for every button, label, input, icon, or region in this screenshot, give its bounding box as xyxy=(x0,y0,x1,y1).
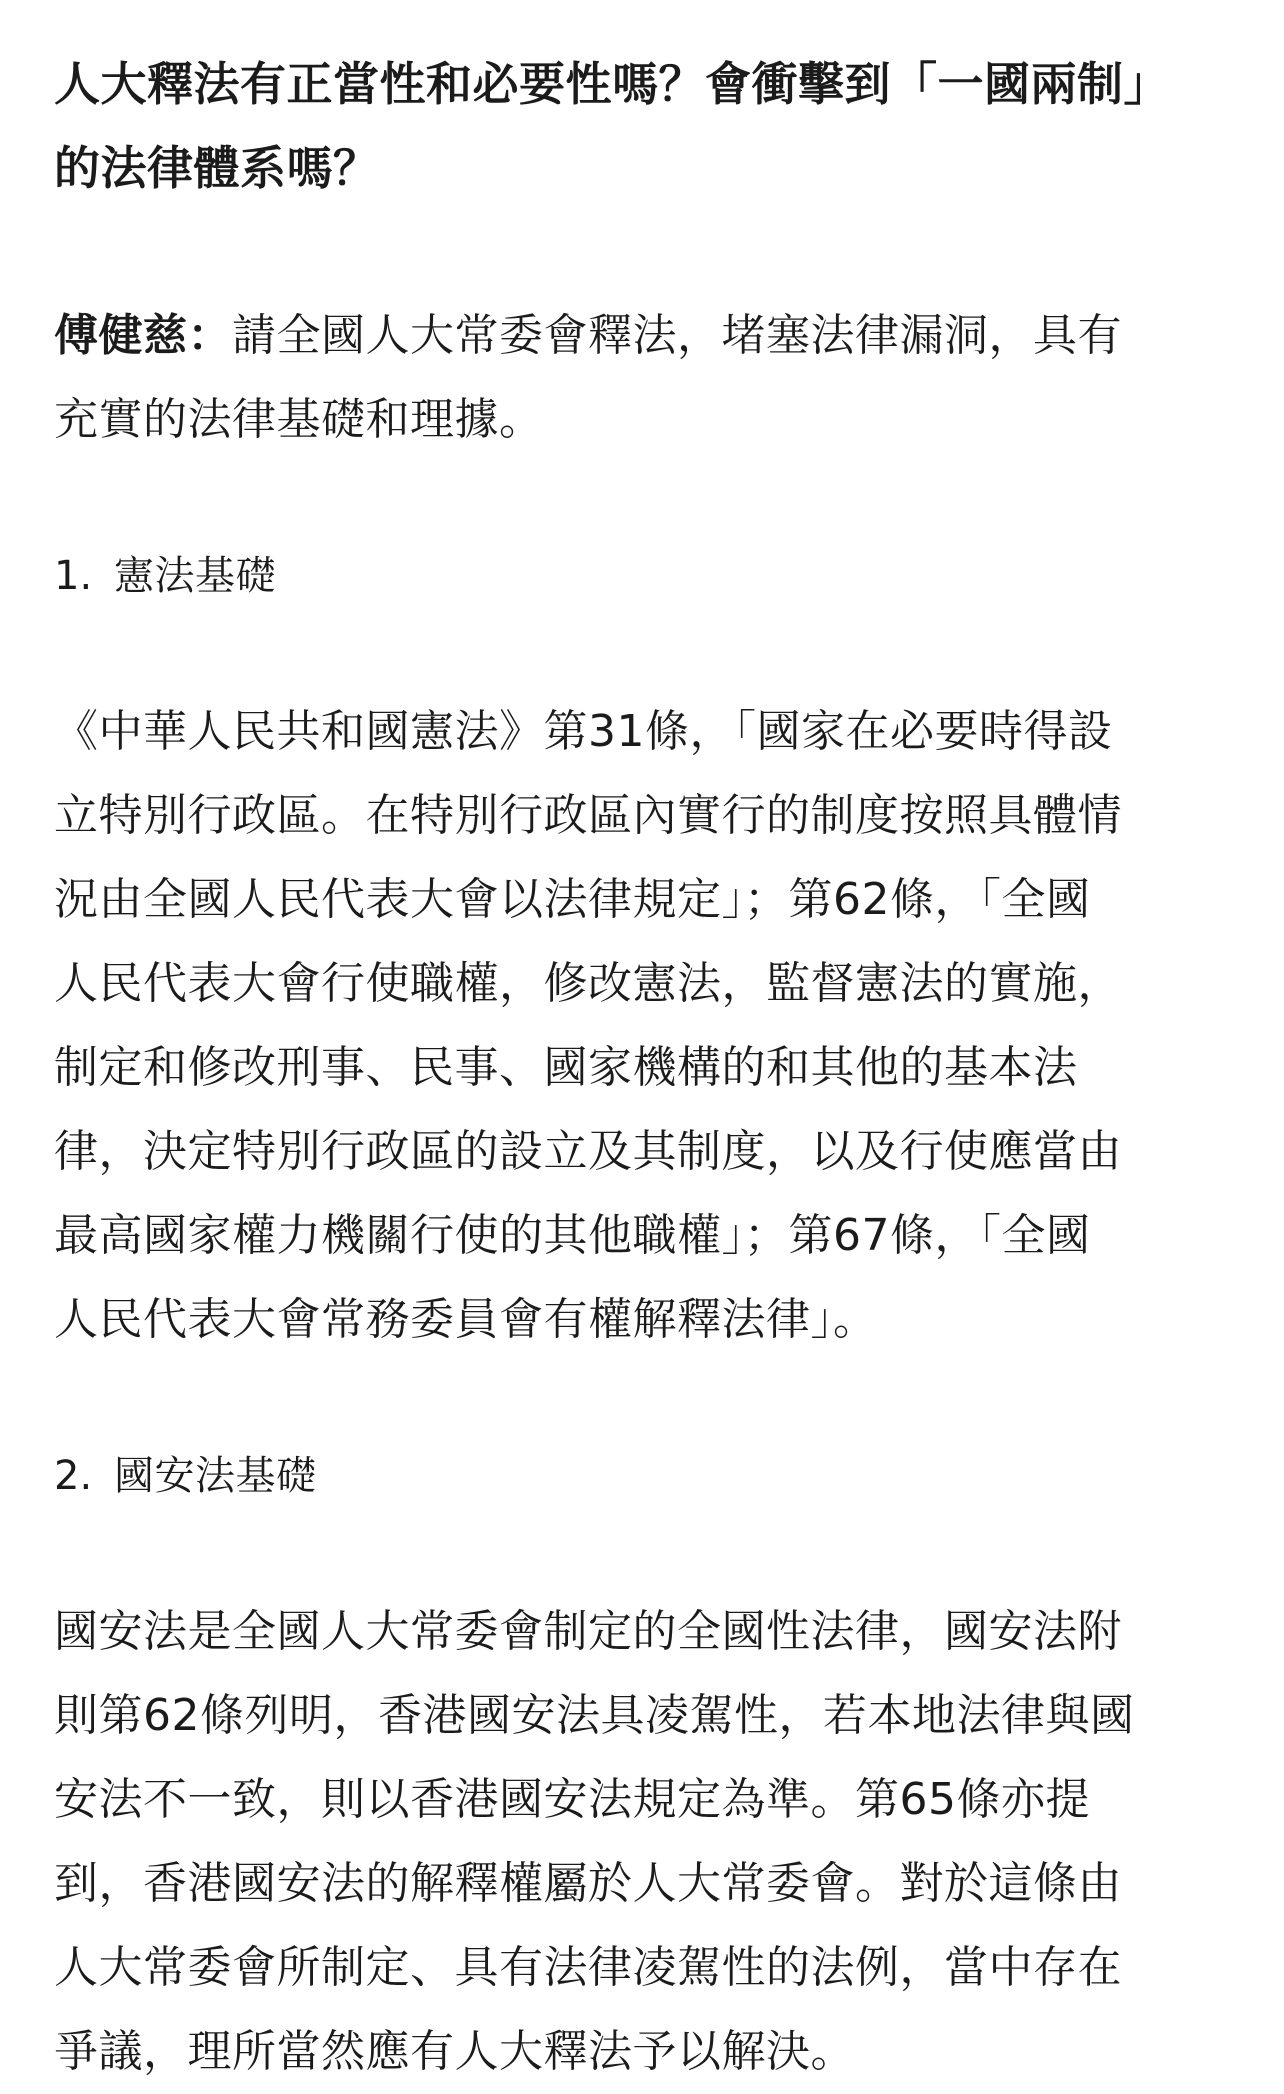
answer-intro-paragraph xyxy=(54,294,1230,462)
section-heading-national-security-law xyxy=(54,1434,1230,1518)
speaker-name: 傅健慈： xyxy=(54,310,232,361)
paragraph-line: 《中華人民共和國憲法》第31條，「國家在必要時得設 xyxy=(54,706,1113,757)
paragraph-line: 制定和修改刑事、民事、國家機構的和其他的基本法 xyxy=(54,1042,1078,1093)
paragraph-line: 安法不一致，則以香港國安法規定為準。第65條亦提 xyxy=(54,1774,1090,1825)
answer-intro-line-2: 充實的法律基礎和理據。 xyxy=(54,394,544,445)
question-line-1: 人大釋法有正當性和必要性嗎？會衝擊到「一國兩制」 xyxy=(54,57,1170,111)
paragraph-line: 人民代表大會常務委員會有權解釋法律」。 xyxy=(54,1294,878,1345)
paragraph-line: 國安法是全國人大常委會制定的全國性法律，國安法附 xyxy=(54,1606,1122,1657)
question-heading xyxy=(54,42,1230,210)
national-security-law-paragraph xyxy=(54,1590,1230,2094)
section-heading-constitution xyxy=(54,534,1230,618)
paragraph-line: 最高國家權力機關行使的其他職權」；第67條，「全國 xyxy=(54,1210,1091,1261)
constitution-paragraph xyxy=(54,690,1230,1362)
paragraph-line: 人民代表大會行使職權，修改憲法，監督憲法的實施， xyxy=(54,958,1122,1009)
list-label: 國安法基礎 xyxy=(114,1453,317,1499)
paragraph-line: 到，香港國安法的解釋權屬於人大常委會。對於這條由 xyxy=(54,1858,1122,1909)
question-line-2: 的法律體系嗎？ xyxy=(54,141,380,195)
paragraph-line: 律，決定特別行政區的設立及其制度，以及行使應當由 xyxy=(54,1126,1122,1177)
paragraph-line: 則第62條列明，香港國安法具凌駕性，若本地法律與國 xyxy=(54,1690,1135,1741)
answer-intro-line-1: 請全國人大常委會釋法，堵塞法律漏洞，具有 xyxy=(232,310,1122,361)
list-label: 憲法基礎 xyxy=(114,553,276,599)
paragraph-line: 況由全國人民代表大會以法律規定」；第62條，「全國 xyxy=(54,874,1091,925)
paragraph-line: 爭議，理所當然應有人大釋法予以解決。 xyxy=(54,2026,855,2077)
paragraph-line: 人大常委會所制定、具有法律凌駕性的法例，當中存在 xyxy=(54,1942,1122,1993)
list-number: 2. xyxy=(54,1453,93,1499)
paragraph-line: 立特別行政區。在特別行政區內實行的制度按照具體情 xyxy=(54,790,1122,841)
list-number: 1. xyxy=(54,553,93,599)
